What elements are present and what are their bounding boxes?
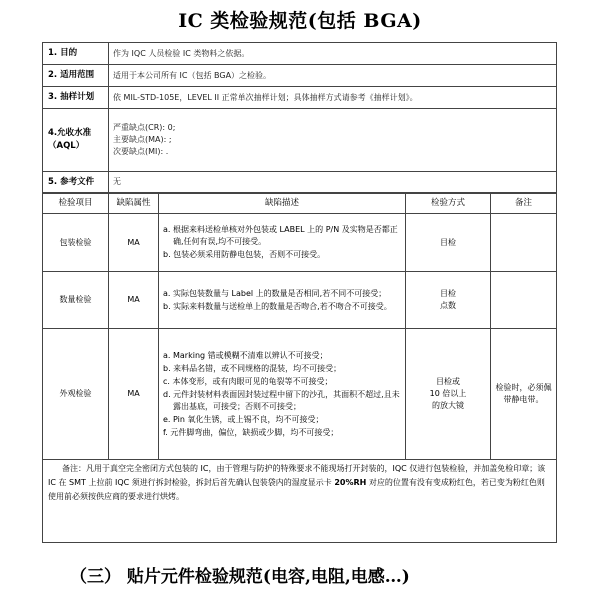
table-row — [43, 272, 557, 329]
description-line: c. 本体变形，或有肉眼可见的龟裂等不可接受； — [163, 376, 333, 386]
remark-cell — [491, 214, 557, 272]
inspection-item: 数量检验 — [43, 272, 109, 329]
method-line: 点数 — [440, 301, 456, 310]
aql-critical: 严重缺点(CR): 0; — [113, 123, 176, 132]
inspection-method — [406, 214, 491, 272]
inspection-item: 外观检验 — [43, 329, 109, 460]
defect-attribute: MA — [109, 214, 159, 272]
inspection-method — [406, 329, 491, 460]
reference-label: 5. 参考文件 — [43, 172, 109, 193]
scope-label: 2. 适用范围 — [43, 65, 109, 87]
inspection-header-row — [43, 194, 557, 214]
inspection-item: 包装检验 — [43, 214, 109, 272]
description-line: b. 来料品名错，或不同规格的混装，均不可接受； — [163, 363, 342, 373]
scope-value: 适用于本公司所有 IC（包括 BGA）之检验。 — [109, 65, 557, 87]
purpose-label: 1. 目的 — [43, 43, 109, 65]
sampling-value: 依 MIL-STD-105E，LEVEL II 正常单次抽样计划；具体抽样方式请参考《抽样计划》。 — [109, 87, 557, 109]
note-text-end: 对应的位置有没有变成粉红色，若已变为粉红色则使用前必须按供应商的要求进行烘烤。 — [48, 478, 545, 501]
header-item: 检验项目 — [43, 194, 109, 214]
defect-attribute: MA — [109, 329, 159, 460]
defect-description — [159, 329, 406, 460]
description-line: b. 实际来料数量与送检单上的数量是否吻合,若不吻合不可接受。 — [163, 301, 392, 311]
table-row — [43, 329, 557, 460]
description-line: b. 包装必须采用防静电包装，否则不可接受。 — [163, 250, 326, 259]
scope-row — [43, 65, 557, 87]
inspection-spec — [42, 42, 556, 543]
method-line: 目检 — [440, 237, 456, 247]
description-line: a. Marking 错或模糊不清难以辨认不可接受； — [163, 350, 328, 360]
section-heading: （三） 贴片元件检验规范(电容,电阻,电感…) — [70, 567, 410, 587]
remark-cell — [491, 272, 557, 329]
description-line: a. 实际包装数量与 Label 上的数量是否相同,若不同不可接受； — [163, 288, 387, 298]
description-line: a. 根据来料送检单核对外包装或 LABEL 上的 P/N 及实物是否都正确,任何有误,均不可接受。 — [163, 225, 398, 246]
reference-row — [43, 172, 557, 193]
sampling-row — [43, 87, 557, 109]
method-line: 目检 — [440, 289, 456, 298]
header-method: 检验方式 — [406, 194, 491, 214]
header-attribute: 缺陷属性 — [109, 194, 159, 214]
method-line: 目检或 — [436, 377, 460, 386]
defect-attribute: MA — [109, 272, 159, 329]
inspection-method — [406, 272, 491, 329]
aql-values — [109, 109, 557, 172]
document-title: IC 类检验规范(包括 BGA) — [178, 10, 422, 32]
description-line: e. Pin 氧化生锈，或上锡不良，均不可接受； — [163, 414, 324, 424]
defect-description — [159, 214, 406, 272]
reference-value: 无 — [109, 172, 557, 193]
aql-minor: 次要缺点(MI): . — [113, 147, 169, 156]
sampling-label: 3. 抽样计划 — [43, 87, 109, 109]
spec-info-table — [42, 42, 557, 193]
method-line: 的放大镜 — [432, 401, 464, 410]
header-remark: 备注 — [491, 194, 557, 214]
description-line: f. 元件脚弯曲，偏位，缺损或少脚，均不可接受； — [163, 427, 339, 437]
remark-cell: 检验时，必须佩带静电带。 — [491, 329, 557, 460]
note-text: 备注：凡用于真空完全密闭方式包装的 IC，由于管理与防护的特殊要求不能现场打开封装的，IQC 仅进行包装检验，并加盖免检印章；该 IC 在 SMT 上拉前 IQC 须进行拆封检验，拆封后首先确认包装袋内的湿度显示卡 — [48, 464, 546, 487]
purpose-value: 作为 IQC 人员检验 IC 类物料之依据。 — [109, 43, 557, 65]
note-row — [43, 460, 557, 543]
defect-description — [159, 272, 406, 329]
aql-row — [43, 109, 557, 172]
inspection-table — [42, 193, 557, 543]
method-line: 10 倍以上 — [429, 389, 467, 398]
aql-major: 主要缺点(MA): ; — [113, 135, 172, 144]
note-cell — [43, 460, 557, 543]
aql-label: 4.允收水准（AQL） — [43, 109, 109, 172]
header-description: 缺陷描述 — [159, 194, 406, 214]
table-row — [43, 214, 557, 272]
description-line: d. 元件封装材料表面因封装过程中留下的沙孔，其面积不超过,且未露出基底，可接受；否则不可接受； — [163, 389, 400, 411]
purpose-row — [43, 43, 557, 65]
note-humidity-value: 20%RH — [334, 478, 367, 487]
